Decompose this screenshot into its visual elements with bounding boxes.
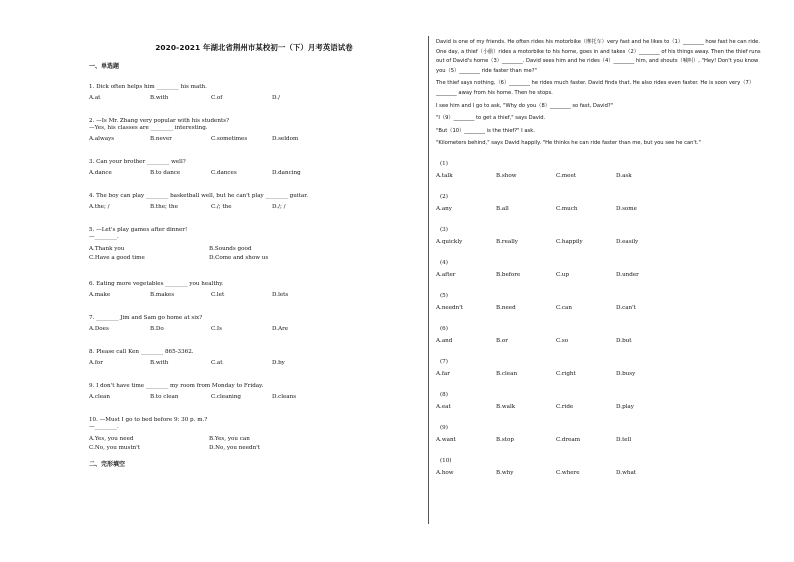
- cloze-item: [436, 161, 766, 180]
- answer-option[interactable]: D./; /: [272, 204, 286, 210]
- answer-option[interactable]: C.ride: [556, 403, 574, 410]
- answer-option[interactable]: A.clean: [89, 394, 110, 400]
- answer-option[interactable]: A.Thank you: [89, 246, 125, 252]
- question-item: [89, 281, 419, 299]
- option-row: [436, 305, 766, 312]
- question-list: [89, 84, 419, 453]
- cloze-passage: [436, 38, 766, 149]
- answer-option[interactable]: C./; the: [211, 204, 232, 210]
- question-stem-line2: —________.: [89, 234, 119, 240]
- answer-option[interactable]: A.after: [436, 271, 456, 278]
- cloze-number: (5): [440, 292, 448, 299]
- passage-paragraph: "I（9）________ to get a thief," says David.: [436, 115, 546, 122]
- answer-option[interactable]: D.what: [616, 469, 637, 476]
- cloze-number: (3): [440, 226, 448, 233]
- answer-option[interactable]: B.clean: [496, 370, 518, 377]
- question-stem: 10. —Must I go to bed before 9: 30 p. m.?: [89, 417, 208, 423]
- answer-option[interactable]: A.the; /: [89, 204, 110, 210]
- question-stem: 9. I don't have time ________ my room from Monday to Friday.: [89, 383, 264, 389]
- option-row: [436, 371, 766, 378]
- answer-option[interactable]: C.dream: [556, 436, 581, 443]
- question-stem: 8. Please call Ken ________ 865-3362.: [89, 349, 194, 355]
- cloze-item: [436, 359, 766, 378]
- question-item: [89, 193, 419, 211]
- question-stem: 4. The boy can play ________ basketball well, but he can't play ________ guitar.: [89, 193, 309, 199]
- answer-option[interactable]: D.seldom: [272, 136, 299, 142]
- cloze-number: (7): [440, 358, 448, 365]
- answer-option[interactable]: B.really: [496, 238, 518, 245]
- cloze-item: [436, 458, 766, 477]
- option-row: [436, 470, 766, 477]
- answer-option[interactable]: D.by: [272, 360, 285, 366]
- answer-option[interactable]: C.of: [211, 95, 223, 101]
- answer-option[interactable]: A.quickly: [436, 238, 463, 245]
- cloze-item: [436, 227, 766, 246]
- section-heading-single-choice: 一、单选题: [89, 63, 120, 70]
- question-item: [89, 315, 419, 333]
- answer-option[interactable]: A.want: [436, 436, 456, 443]
- passage-paragraph: "But（10）________ is the thief?" I ask.: [436, 127, 535, 134]
- answer-option[interactable]: A.how: [436, 469, 454, 476]
- answer-option[interactable]: D.busy: [616, 370, 636, 377]
- answer-option[interactable]: D.cleans: [272, 394, 297, 400]
- cloze-item: [436, 392, 766, 411]
- answer-option[interactable]: B.the; the: [150, 204, 178, 210]
- answer-option[interactable]: C.can: [556, 304, 572, 311]
- answer-option[interactable]: D.play: [616, 403, 634, 410]
- answer-option[interactable]: A.any: [436, 205, 452, 212]
- answer-option[interactable]: C.cleaning: [211, 394, 242, 400]
- answer-option[interactable]: C.No, you mustn't: [89, 445, 140, 451]
- answer-option[interactable]: C.dances: [211, 170, 237, 176]
- option-row: [436, 437, 766, 444]
- answer-option[interactable]: C.so: [556, 337, 569, 344]
- answer-option[interactable]: A.dance: [89, 170, 112, 176]
- cloze-item: [436, 326, 766, 345]
- answer-option[interactable]: D.some: [616, 205, 637, 212]
- answer-option[interactable]: C.happily: [556, 238, 583, 245]
- answer-option[interactable]: C.up: [556, 271, 570, 278]
- question-stem-line2: —Yes, his classes are ________ interesting.: [89, 125, 208, 131]
- answer-option[interactable]: B.to clean: [150, 394, 179, 400]
- option-row: [89, 204, 419, 211]
- left-column: [89, 42, 419, 468]
- option-row: [89, 245, 419, 263]
- answer-option[interactable]: B.stop: [496, 436, 514, 443]
- answer-option[interactable]: C.Is: [211, 326, 222, 332]
- column-divider: [428, 36, 429, 524]
- question-item: [89, 227, 419, 263]
- cloze-item: [436, 260, 766, 279]
- cloze-number: (9): [440, 424, 448, 431]
- section-heading-cloze: 二、完形填空: [89, 461, 126, 468]
- passage-paragraph: "Kilometers behind," says David happily. "He thinks he can ride faster than me, but you see he can't.": [436, 140, 701, 147]
- question-stem-line2: —________.: [89, 424, 119, 430]
- answer-option[interactable]: A.talk: [436, 172, 453, 179]
- answer-option[interactable]: B.show: [496, 172, 517, 179]
- cloze-number: (4): [440, 259, 448, 266]
- passage-paragraph: I see him and I go to ask, "Why do you（8）________ so fast, David?": [436, 102, 614, 109]
- cloze-question-list: [436, 161, 766, 477]
- answer-option[interactable]: C.much: [556, 205, 578, 212]
- answer-option[interactable]: C.Have a good time: [89, 255, 145, 261]
- answer-option[interactable]: B.or: [496, 337, 508, 344]
- answer-option[interactable]: D./: [272, 95, 280, 101]
- answer-option[interactable]: A.for: [89, 360, 103, 366]
- answer-option[interactable]: A.Yes, you need: [89, 436, 134, 442]
- question-item: [89, 417, 419, 453]
- question-stem: 7. ________ Jim and Sam go home at six?: [89, 315, 203, 321]
- answer-option[interactable]: B.never: [150, 136, 172, 142]
- option-row: [436, 239, 766, 246]
- answer-option[interactable]: B.with: [150, 95, 169, 101]
- answer-option[interactable]: D.dancing: [272, 170, 301, 176]
- option-row: [436, 338, 766, 345]
- answer-option[interactable]: C.sometimes: [211, 136, 248, 142]
- cloze-item: [436, 194, 766, 213]
- answer-option[interactable]: D.No, you needn't: [209, 445, 260, 451]
- answer-option[interactable]: A.and: [436, 337, 453, 344]
- option-row: [436, 404, 766, 411]
- question-item: [89, 118, 419, 143]
- question-item: [89, 159, 419, 177]
- right-column: [436, 38, 766, 477]
- passage-paragraph: David is one of my friends. He often rides his motorbike（摩托车）very fast and he likes to（1）________ how fast he can ride. One day, a thief（小偷）rides a motorbike to his home, goes in and takes（2）________ of his things away. Then the thief runs out of David's home（3）________. David sees him and he rides（4）________ him, and shouts（喊叫）, "Hey! Don't you know you（5）________ ride faster than me?": [436, 39, 761, 74]
- answer-option[interactable]: A.make: [89, 292, 111, 298]
- question-stem: 2. —Is Mr. Zhang very popular with his students?: [89, 118, 230, 124]
- answer-option[interactable]: A.always: [89, 136, 115, 142]
- answer-option[interactable]: A.needn't: [436, 304, 464, 311]
- answer-option[interactable]: A.far: [436, 370, 450, 377]
- answer-option[interactable]: C.meet: [556, 172, 577, 179]
- answer-option[interactable]: D.under: [616, 271, 639, 278]
- option-row: [89, 435, 419, 453]
- option-row: [89, 136, 419, 143]
- answer-option[interactable]: D.tell: [616, 436, 632, 443]
- question-stem: 1. Dick often helps him ________ his math.: [89, 84, 207, 90]
- answer-option[interactable]: B.Sounds good: [209, 246, 252, 252]
- answer-option[interactable]: A.at: [89, 95, 101, 101]
- cloze-item: [436, 425, 766, 444]
- answer-option[interactable]: A.eat: [436, 403, 451, 410]
- answer-option[interactable]: D.easily: [616, 238, 639, 245]
- option-row: [89, 95, 419, 102]
- cloze-number: (10): [440, 457, 452, 464]
- option-row: [89, 326, 419, 333]
- cloze-number: (8): [440, 391, 448, 398]
- question-stem: 5. —Let's play games after dinner!: [89, 227, 188, 233]
- option-row: [89, 394, 419, 401]
- answer-option[interactable]: C.at: [211, 360, 223, 366]
- option-row: [436, 272, 766, 279]
- question-item: [89, 349, 419, 367]
- answer-option[interactable]: B.all: [496, 205, 509, 212]
- answer-option[interactable]: B.with: [150, 360, 169, 366]
- answer-option[interactable]: B.why: [496, 469, 514, 476]
- cloze-number: (6): [440, 325, 448, 332]
- answer-option[interactable]: B.to dance: [150, 170, 181, 176]
- answer-option[interactable]: B.before: [496, 271, 521, 278]
- cloze-number: (2): [440, 193, 448, 200]
- question-item: [89, 84, 419, 102]
- answer-option[interactable]: D.but: [616, 337, 632, 344]
- answer-option[interactable]: C.let: [211, 292, 225, 298]
- answer-option[interactable]: B.Do: [150, 326, 164, 332]
- answer-option[interactable]: D.lets: [272, 292, 289, 298]
- answer-option[interactable]: D.Come and show us: [209, 255, 269, 261]
- answer-option[interactable]: B.walk: [496, 403, 516, 410]
- option-row: [89, 292, 419, 299]
- answer-option[interactable]: A.Does: [89, 326, 109, 332]
- option-row: [436, 206, 766, 213]
- answer-option[interactable]: C.right: [556, 370, 576, 377]
- passage-paragraph: The thief says nothing,（6）________ he rides much faster. David finds that. He also rides even faster. He is soon very（7）________ away from his home. Then he stops.: [436, 80, 755, 96]
- option-row: [89, 360, 419, 367]
- cloze-item: [436, 293, 766, 312]
- option-row: [89, 170, 419, 177]
- answer-option[interactable]: D.Are: [272, 326, 289, 332]
- cloze-number: (1): [440, 160, 448, 167]
- answer-option[interactable]: D.can't: [616, 304, 636, 311]
- option-row: [436, 173, 766, 180]
- answer-option[interactable]: B.need: [496, 304, 516, 311]
- answer-option[interactable]: B.Yes, you can: [209, 436, 250, 442]
- answer-option[interactable]: D.ask: [616, 172, 632, 179]
- question-stem: 6. Eating more vegetables ________ you healthy.: [89, 281, 224, 287]
- question-stem: 3. Can your brother ________ well?: [89, 159, 186, 165]
- answer-option[interactable]: C.where: [556, 469, 580, 476]
- question-item: [89, 383, 419, 401]
- answer-option[interactable]: B.makes: [150, 292, 175, 298]
- exam-title: 2020-2021 年湖北省荆州市某校初一（下）月考英语试卷: [155, 43, 353, 52]
